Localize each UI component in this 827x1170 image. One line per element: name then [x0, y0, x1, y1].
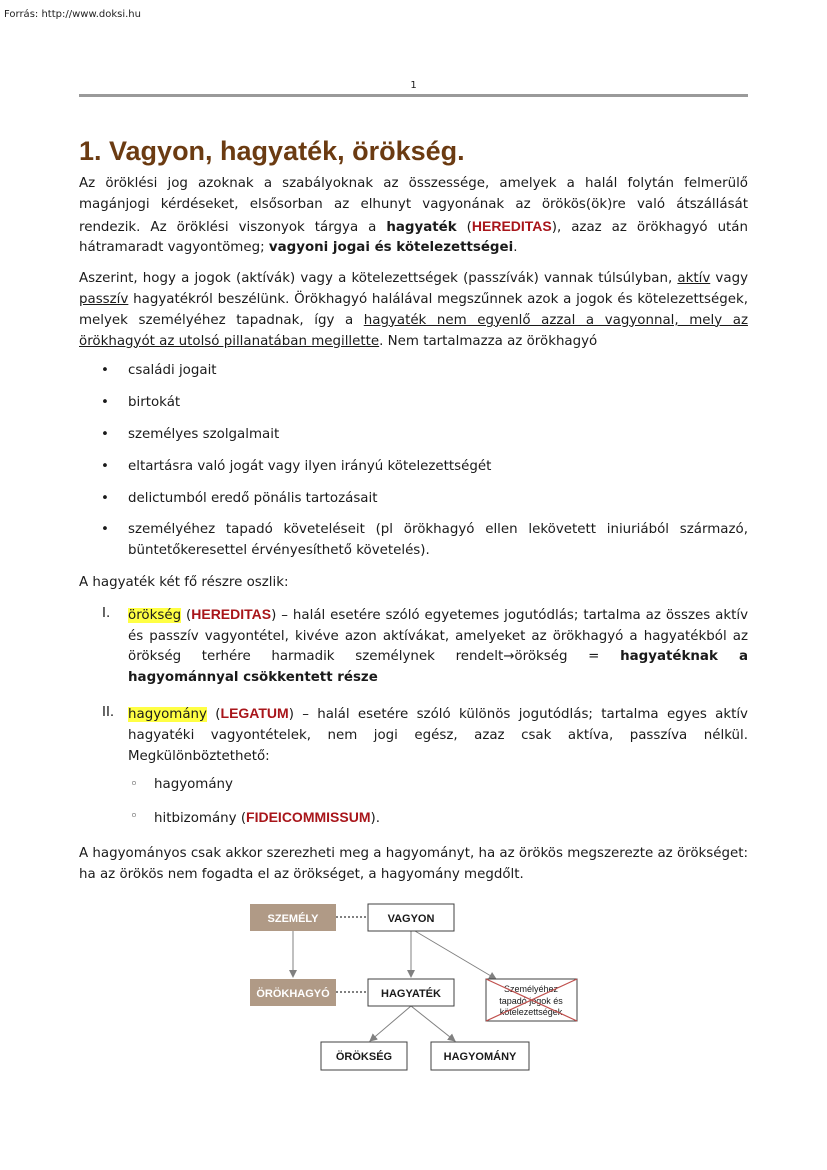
source-url: Forrás: http://www.doksi.hu: [4, 9, 141, 20]
arrow-vagyon-excluded: [415, 931, 496, 979]
node-orokseg-label: ÖRÖKSÉG: [335, 1051, 393, 1063]
node-szemely-label: SZEMÉLY: [267, 913, 319, 925]
list-item: • birtokát: [79, 393, 748, 414]
intro-paragraph: Az öröklési jog azoknak a szabályoknak az összessége, amelyek a halál folytán felmerülő magánjogi kérdéseket, elsősorban az elhunyt vagyonának az örökös(ök)re való átszállását rendezik. Az öröklési viszonyok tárgya a hagyaték (HEREDITAS), azaz az örökhagyó után hátramaradt vagyontömeg; vagyoni jogai és kötelezettségei.: [79, 176, 748, 256]
node-excluded-line2: tapadó jogok és: [499, 996, 563, 1006]
list-item: ◦ hagyomány: [128, 775, 748, 796]
page-number: 1: [410, 80, 417, 91]
list-item: • személyéhez tapadó követeléseit (pl örökhagyó ellen lekövetett iniuriából származó, büntetőkeresettel érvényesíthető követelés).: [79, 520, 748, 562]
arrow-hagyatek-hagyomany: [411, 1006, 455, 1041]
list-item: • eltartásra való jogát vagy ilyen irányú kötelezettségét: [79, 457, 748, 478]
list-item-hagyomany: II. hagyomány (LEGATUM) – halál esetére szóló különös jogutódlás; tartalma egyes aktív hagyatéki vagyontételek, nem jogi egész, azaz csak aktíva, passzíva nélkül. Megkülönböztethető: ◦ hagyomány ◦ hitbizomány (FIDEICOMMISSUM).: [79, 703, 748, 830]
page-title: 1. Vagyon, hagyaték, örökség.: [79, 136, 465, 166]
term-hereditas: HEREDITAS: [471, 217, 552, 234]
arrow-hagyatek-orokseg: [370, 1006, 411, 1041]
active-passive-paragraph: Aszerint, hogy a jogok (aktívák) vagy a kötelezettségek (passzívák) vannak túlsúlyban, aktív vagy passzív hagyatékról beszélünk. Örökhagyó halálával megszűnnek azok a jogok és kötelezettségek, melyek személyéhez tapadnak, így a hagyaték nem egyenlő azzal a vagyonnal, mely az örökhagyót az utolsó pillanatában megillette. Nem tartalmazza az örökhagyó: [79, 271, 748, 349]
list-item: ◦ hitbizomány (FIDEICOMMISSUM).: [128, 807, 748, 830]
node-hagyomany-label: HAGYOMÁNY: [443, 1051, 517, 1063]
list-item: • delictumból eredő pönális tartozásait: [79, 489, 748, 510]
division-paragraph: A hagyaték két fő részre oszlik:: [79, 574, 289, 590]
node-orokhagyo-label: ÖRÖKHAGYÓ: [256, 988, 330, 1000]
list-item: • személyes szolgalmait: [79, 425, 748, 446]
closing-paragraph: A hagyományos csak akkor szerezheti meg a hagyományt, ha az örökös megszerezte az örökséget: ha az örökös nem fogadta el az örökséget, a hagyomány megdőlt.: [79, 845, 749, 882]
node-hagyatek-label: HAGYATÉK: [381, 988, 441, 1000]
node-excluded-line1: Személyéhez: [503, 984, 559, 994]
node-vagyon-label: VAGYON: [387, 913, 435, 925]
node-excluded-line3: kötelezettségek: [499, 1007, 563, 1017]
list-item-orokseg: I. örökség (HEREDITAS) – halál esetére szóló egyetemes jogutódlás; tartalma az összes aktív és passzív vagyontétel, kivéve azon aktívákat, amelyeket az örökhagyó a hagyatékból az örökség terhére harmadik személynek rendelt→örökség = hagyatéknak a hagyománnyal csökkentett része: [102, 605, 748, 686]
list-item: • családi jogait: [79, 361, 748, 382]
